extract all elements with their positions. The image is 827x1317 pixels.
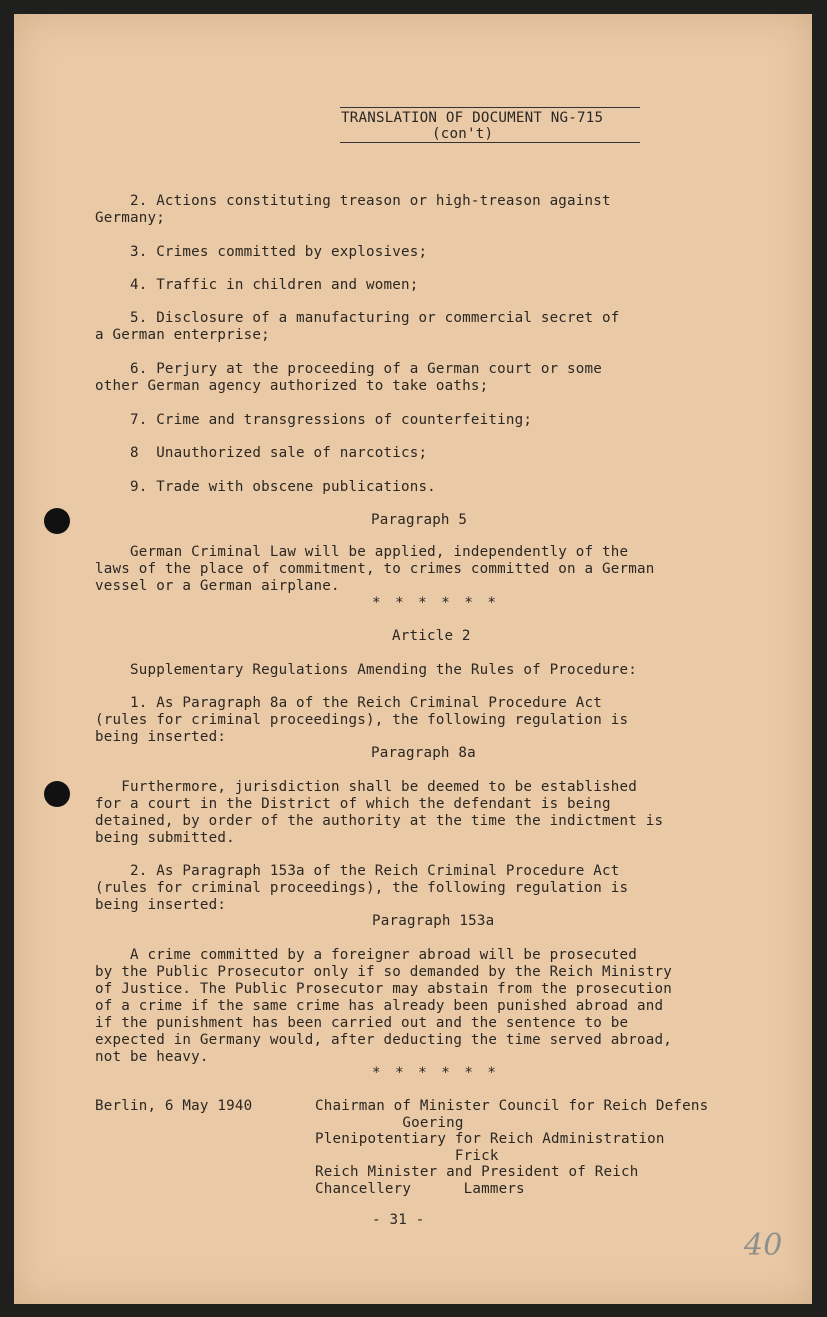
list-item: 6. Perjury at the proceeding of a German court or some [95, 361, 603, 377]
body-line: Furthermore, jurisdiction shall be deemed to be established [95, 779, 637, 795]
article-heading: Article 2 [392, 628, 471, 644]
body-line: by the Public Prosecutor only if so demanded by the Reich Ministry [95, 964, 672, 980]
signature-line: Chairman of Minister Council for Reich Defens [315, 1098, 709, 1114]
title-rule-top [340, 107, 640, 108]
body-line: vessel or a German airplane. [95, 578, 340, 594]
list-item: 3. Crimes committed by explosives; [95, 244, 428, 260]
body-line: 2. As Paragraph 153a of the Reich Criminal Procedure Act [95, 863, 620, 879]
section-heading: Paragraph 8a [371, 745, 476, 761]
body-line: laws of the place of commitment, to crimes committed on a German [95, 561, 655, 577]
section-heading: Paragraph 5 [371, 512, 468, 528]
list-item: 2. Actions constituting treason or high-treason against [95, 193, 611, 209]
list-item-continuation: a German enterprise; [95, 327, 270, 343]
body-line: (rules for criminal proceedings), the following regulation is [95, 712, 629, 728]
body-line: of Justice. The Public Prosecutor may abstain from the prosecution [95, 981, 672, 997]
body-line: 1. As Paragraph 8a of the Reich Criminal Procedure Act [95, 695, 603, 711]
document-page [14, 14, 812, 1304]
list-item-continuation: other German agency authorized to take oaths; [95, 378, 489, 394]
body-line: for a court in the District of which the defendant is being [95, 796, 611, 812]
signature-line: Chancellery Lammers [315, 1181, 525, 1197]
signature-line: Plenipotentiary for Reich Administration [315, 1131, 665, 1147]
document-subtitle: (con't) [432, 126, 494, 142]
separator-stars: * * * * * * [372, 595, 499, 611]
body-line: being inserted: [95, 897, 227, 913]
title-rule-bottom [340, 142, 640, 143]
handwritten-page-mark: 40 [744, 1228, 783, 1263]
list-item: 4. Traffic in children and women; [95, 277, 419, 293]
list-item: 7. Crime and transgressions of counterfeiting; [95, 412, 533, 428]
body-line: expected in Germany would, after deducting the time served abroad, [95, 1032, 672, 1048]
body-line: being inserted: [95, 729, 227, 745]
body-line: A crime committed by a foreigner abroad will be prosecuted [95, 947, 637, 963]
body-line: not be heavy. [95, 1049, 209, 1065]
list-item-continuation: Germany; [95, 210, 165, 226]
separator-stars: * * * * * * [372, 1065, 499, 1081]
body-line: being submitted. [95, 830, 235, 846]
body-line: detained, by order of the authority at the time the indictment is [95, 813, 664, 829]
place-date: Berlin, 6 May 1940 [95, 1098, 253, 1114]
document-title: TRANSLATION OF DOCUMENT NG-715 [341, 110, 604, 126]
punch-hole [44, 781, 70, 807]
body-line: of a crime if the same crime has already been punished abroad and [95, 998, 664, 1014]
signature-name: Goering [315, 1115, 464, 1131]
list-item: 9. Trade with obscene publications. [95, 479, 436, 495]
section-heading: Paragraph 153a [372, 913, 495, 929]
body-line: if the punishment has been carried out and the sentence to be [95, 1015, 629, 1031]
signature-line: Reich Minister and President of Reich [315, 1164, 639, 1180]
signature-name: Frick [315, 1148, 499, 1164]
list-item: 5. Disclosure of a manufacturing or commercial secret of [95, 310, 620, 326]
body-line: German Criminal Law will be applied, independently of the [95, 544, 629, 560]
list-item: 8 Unauthorized sale of narcotics; [95, 445, 428, 461]
page-number: - 31 - [372, 1212, 425, 1228]
body-line: Supplementary Regulations Amending the Rules of Procedure: [95, 662, 637, 678]
punch-hole [44, 508, 70, 534]
body-line: (rules for criminal proceedings), the following regulation is [95, 880, 629, 896]
